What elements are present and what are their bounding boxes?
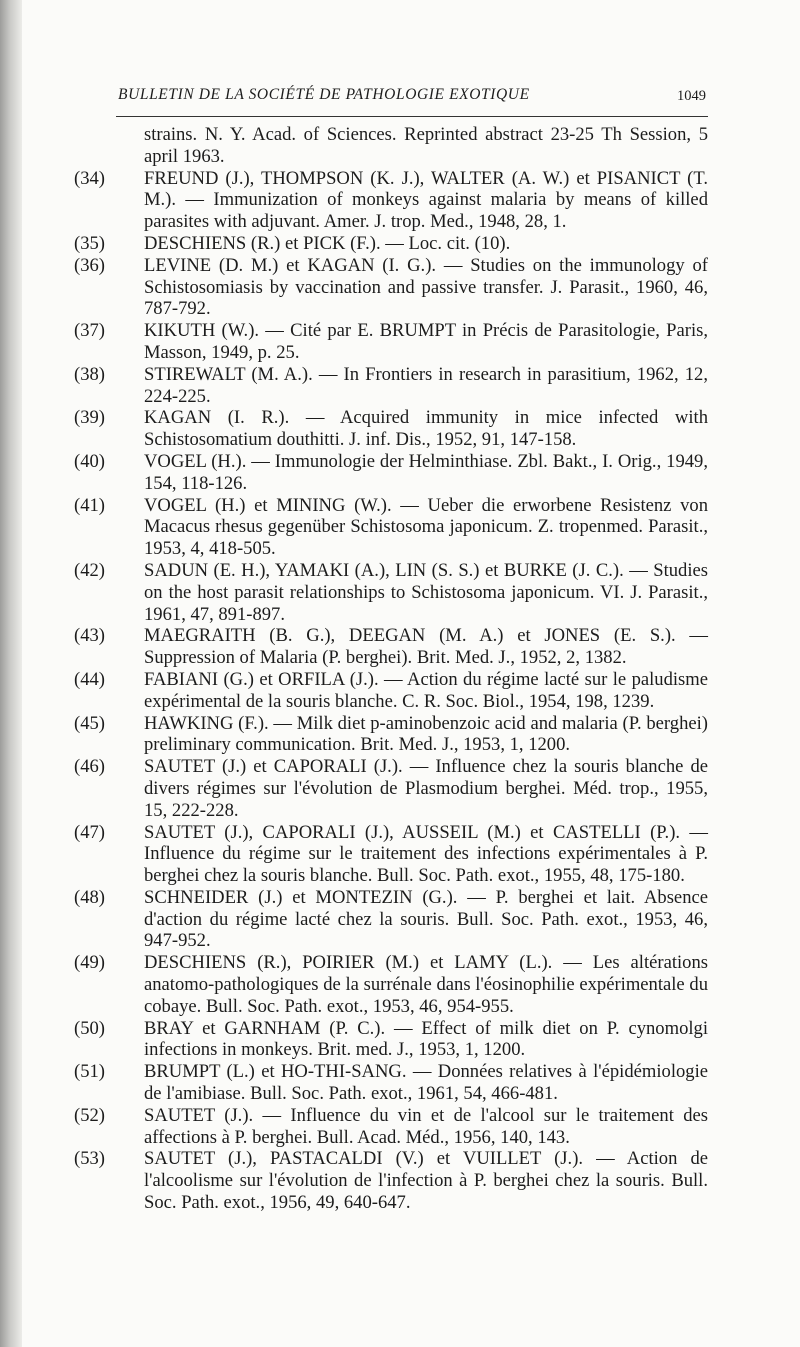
reference-item (74, 495, 708, 560)
reference-item (74, 560, 708, 625)
reference-item (74, 124, 708, 168)
reference-item (74, 713, 708, 757)
reference-item (74, 1105, 708, 1149)
reference-text: FREUND (J.), THOMPSON (K. J.), WALTER (A. W.) et PISANICT (T. M.). — Immunization of monkeys against malaria by means of killed parasites with adjuvant. Amer. J. trop. Med., 1948, 28, 1. (144, 167, 708, 233)
reference-number: (46) (74, 756, 105, 778)
reference-number: (45) (74, 712, 105, 734)
reference-item (74, 320, 708, 364)
reference-text: BRUMPT (L.) et HO-THI-SANG. — Données relatives à l'épidémiologie de l'amibiase. Bull. Soc. Path. exot., 1961, 54, 466-481. (144, 1061, 708, 1105)
reference-number: (37) (74, 320, 105, 342)
reference-item (74, 625, 708, 669)
reference-number: (35) (74, 232, 105, 254)
reference-number: (42) (74, 559, 105, 581)
running-header (118, 86, 706, 104)
page-number: 1049 (677, 88, 706, 104)
reference-number: (36) (74, 254, 105, 276)
reference-text: KIKUTH (W.). — Cité par E. BRUMPT in Précis de Parasitologie, Paris, Masson, 1949, p. 25. (144, 320, 708, 363)
reference-number: (53) (74, 1148, 105, 1170)
reference-text: DESCHIENS (R.), POIRIER (M.) et LAMY (L.). — Les altérations anatomo-pathologiques de la surrénale dans l'éosinophilie expérimentale du cobaye. Bull. Soc. Path. exot., 1953, 46, 954-955. (144, 952, 708, 1017)
reference-text: SAUTET (J.). — Influence du vin et de l'alcool sur le traitement des affections à P. berghei. Bull. Acad. Méd., 1956, 140, 143. (144, 1104, 708, 1148)
reference-item (74, 364, 708, 408)
reference-text: VOGEL (H.). — Immunologie der Helminthiase. Zbl. Bakt., I. Orig., 1949, 154, 118-126. (144, 450, 708, 494)
reference-number: (47) (74, 821, 105, 843)
reference-item (74, 669, 708, 713)
reference-item (74, 168, 708, 233)
reference-item (74, 952, 708, 1017)
reference-number: (43) (74, 625, 105, 647)
reference-text: DESCHIENS (R.) et PICK (F.). — Loc. cit. (10). (144, 232, 511, 254)
reference-text: SAUTET (J.), PASTACALDI (V.) et VUILLET (J.). — Action de l'alcoolisme sur l'évolution de l'infection à P. berghei chez la souris. Bull. Soc. Path. exot., 1956, 49, 640-647. (144, 1148, 708, 1214)
reference-item (74, 1018, 708, 1062)
header-rule (116, 116, 708, 117)
reference-item (74, 233, 708, 255)
reference-item (74, 407, 708, 451)
reference-text: SADUN (E. H.), YAMAKI (A.), LIN (S. S.) et BURKE (J. C.). — Studies on the host parasit relationships to Schistosoma japonicum. VI. J. Parasit., 1961, 47, 891-897. (144, 559, 708, 625)
reference-text: SCHNEIDER (J.) et MONTEZIN (G.). — P. berghei et lait. Absence d'action du régime lacté chez la souris. Bull. Soc. Path. exot., 1953, 46, 947-952. (144, 886, 708, 952)
reference-number: (49) (74, 952, 105, 974)
reference-item (74, 756, 708, 821)
reference-number: (48) (74, 886, 105, 908)
reference-number: (38) (74, 363, 105, 385)
reference-item (74, 822, 708, 887)
reference-text: STIREWALT (M. A.). — In Frontiers in research in parasitium, 1962, 12, 224-225. (144, 363, 708, 407)
reference-text: LEVINE (D. M.) et KAGAN (I. G.). — Studies on the immunology of Schistosomiasis by vaccination and passive transfer. J. Parasit., 1960, 46, 787-792. (144, 254, 708, 320)
journal-title: BULLETIN DE LA SOCIÉTÉ DE PATHOLOGIE EXOTIQUE (118, 86, 530, 103)
reference-number: (50) (74, 1017, 105, 1039)
reference-item (74, 255, 708, 320)
reference-number: (34) (74, 167, 105, 189)
reference-number: (52) (74, 1104, 105, 1126)
reference-text: KAGAN (I. R.). — Acquired immunity in mice infected with Schistosomatium douthitti. J. inf. Dis., 1952, 91, 147-158. (144, 407, 708, 451)
reference-number: (51) (74, 1061, 105, 1083)
reference-text: SAUTET (J.), CAPORALI (J.), AUSSEIL (M.) et CASTELLI (P.). — Influence du régime sur le traitement des infections expérimentales à P. berghei chez la souris blanche. Bull. Soc. Path. exot., 1955, 48, 175-180. (144, 821, 708, 887)
reference-text: BRAY et GARNHAM (P. C.). — Effect of milk diet on P. cynomolgi infections in monkeys. Brit. med. J., 1953, 1, 1200. (144, 1017, 708, 1061)
reference-number: (44) (74, 668, 105, 690)
reference-item (74, 1148, 708, 1213)
reference-number: (40) (74, 450, 105, 472)
reference-text: VOGEL (H.) et MINING (W.). — Ueber die erworbene Resistenz von Macacus rhesus gegenüber Schistosoma japonicum. Z. tropenmed. Parasit., 1953, 4, 418-505. (144, 494, 708, 560)
reference-text: FABIANI (G.) et ORFILA (J.). — Action du régime lacté sur le paludisme expérimental de la souris blanche. C. R. Soc. Biol., 1954, 198, 1239. (144, 668, 708, 712)
reference-text: strains. N. Y. Acad. of Sciences. Reprinted abstract 23-25 Th Session, 5 april 1963. (144, 124, 708, 167)
reference-number: (39) (74, 407, 105, 429)
page-gutter-shadow (0, 0, 22, 1347)
reference-text: MAEGRAITH (B. G.), DEEGAN (M. A.) et JONES (E. S.). — Suppression of Malaria (P. berghei). Brit. Med. J., 1952, 2, 1382. (144, 625, 708, 669)
reference-item (74, 1061, 708, 1105)
reference-item (74, 887, 708, 952)
reference-item (74, 451, 708, 495)
reference-list (74, 124, 708, 1214)
reference-number: (41) (74, 494, 105, 516)
reference-text: SAUTET (J.) et CAPORALI (J.). — Influence chez la souris blanche de divers régimes sur l'évolution de Plasmodium berghei. Méd. trop., 1955, 15, 222-228. (144, 756, 708, 821)
reference-text: HAWKING (F.). — Milk diet p-aminobenzoic acid and malaria (P. berghei) preliminary communication. Brit. Med. J., 1953, 1, 1200. (144, 712, 708, 756)
